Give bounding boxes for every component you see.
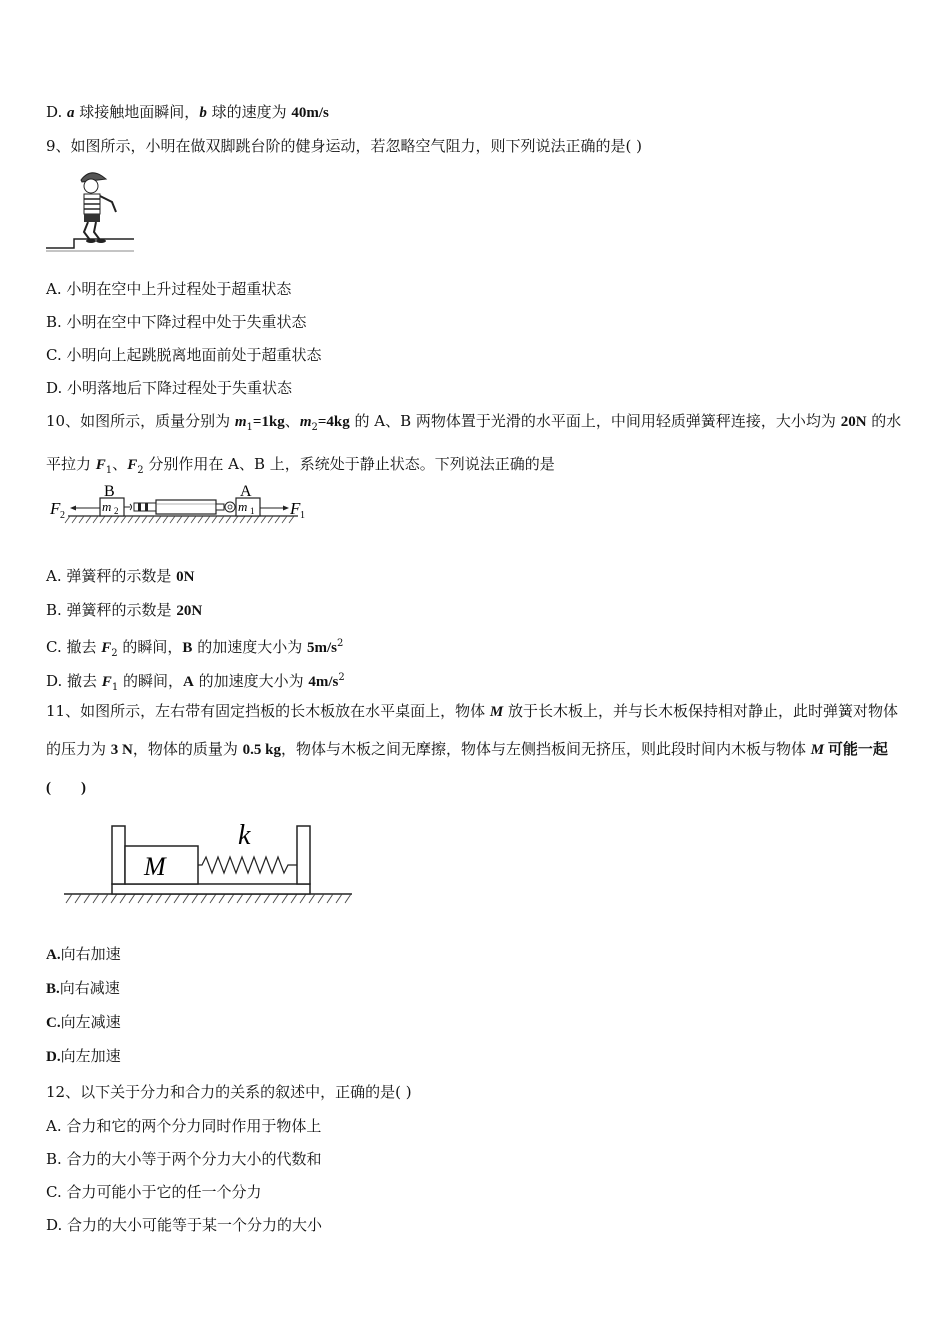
var-a: a	[67, 105, 75, 121]
speed-value: 40m/s	[291, 105, 329, 121]
svg-text:1: 1	[250, 506, 255, 516]
svg-text:m: m	[102, 499, 112, 514]
q9-option-c: C. 小明向上起跳脱离地面前处于超重状态	[46, 346, 322, 364]
option-text: 球接触地面瞬间，	[74, 103, 200, 121]
q9-stem: 9、如图所示，小明在做双脚跳台阶的健身运动，若忽略空气阻力，则下列说法正确的是( )	[46, 137, 643, 155]
q12-option-b: B. 合力的大小等于两个分力大小的代数和	[46, 1150, 322, 1168]
q11-option-a: A.向右加速	[46, 946, 121, 963]
q10-option-b: B. 弹簧秤的示数是 20N	[46, 601, 203, 619]
board-spring-figure	[60, 816, 356, 912]
option-text: 球的速度为	[206, 103, 292, 121]
q12-option-a: A. 合力和它的两个分力同时作用于物体上	[46, 1117, 322, 1135]
svg-text:2: 2	[60, 510, 65, 521]
svg-text:2: 2	[114, 506, 119, 516]
q8-option-d	[46, 102, 329, 123]
q11-stem: 11、如图所示，左右带有固定挡板的长木板放在水平桌面上，物体 M 放于长木板上，并与长木板保持相对静止，此时弹簧对物体的压力为 3 N，物体的质量为 0.5 kg，物体与木板之间无摩擦，物体与左侧挡板间无挤压，则此段时间内木板与物体 M 可能一起( )	[46, 702, 898, 796]
q9-option-b: B. 小明在空中下降过程中处于失重状态	[46, 313, 307, 331]
q11-option-c: C.向左减速	[46, 1014, 121, 1031]
q10-option-a: A. 弹簧秤的示数是 0N	[46, 567, 195, 585]
force-f2-label: F	[50, 499, 61, 518]
block-a-label: A	[240, 483, 252, 500]
block-m-label: M	[144, 852, 166, 881]
spring-k-label: k	[238, 820, 251, 851]
q9-option-d: D. 小明落地后下降过程处于失重状态	[46, 379, 293, 397]
q10-option-c: C. 撤去 $F_2$ 的瞬间，B 的加速度大小为 $5m/s^2$	[46, 638, 344, 659]
spring	[198, 857, 297, 873]
q9-option-a: A. 小明在空中上升过程处于超重状态	[46, 280, 292, 298]
q11-option-b: B.向右减速	[46, 980, 120, 997]
q12-option-c: C. 合力可能小于它的任一个分力	[46, 1183, 262, 1201]
q10-option-d: D. 撤去 $F_1$ 的瞬间，A 的加速度大小为 $4m/s^2$	[46, 672, 345, 693]
svg-text:m: m	[238, 499, 248, 514]
spring-scale-figure	[46, 478, 316, 530]
jumping-boy-figure	[46, 168, 136, 254]
svg-text:1: 1	[300, 510, 305, 521]
block-b-label: B	[104, 483, 115, 500]
option-letter: D.	[46, 103, 68, 121]
q10-stem: 10、如图所示，质量分别为 $m_1=1kg$、$m_2=4kg$ 的 A、B 两物体置于光滑的水平面上，中间用轻质弹簧秤连接，大小均为 20N 的水平拉力 $F_1$、$F_2$ 分别作用在 A、B 上，系统处于静止状态。下列说法正确的是	[46, 412, 902, 476]
var-b: b	[199, 105, 207, 121]
q12-option-d: D. 合力的大小可能等于某一个分力的大小	[46, 1216, 323, 1234]
q11-option-d: D.向左加速	[46, 1048, 121, 1065]
q12-stem: 12、以下关于分力和合力的关系的叙述中，正确的是( )	[46, 1083, 412, 1101]
force-f1-label: F	[290, 499, 301, 518]
